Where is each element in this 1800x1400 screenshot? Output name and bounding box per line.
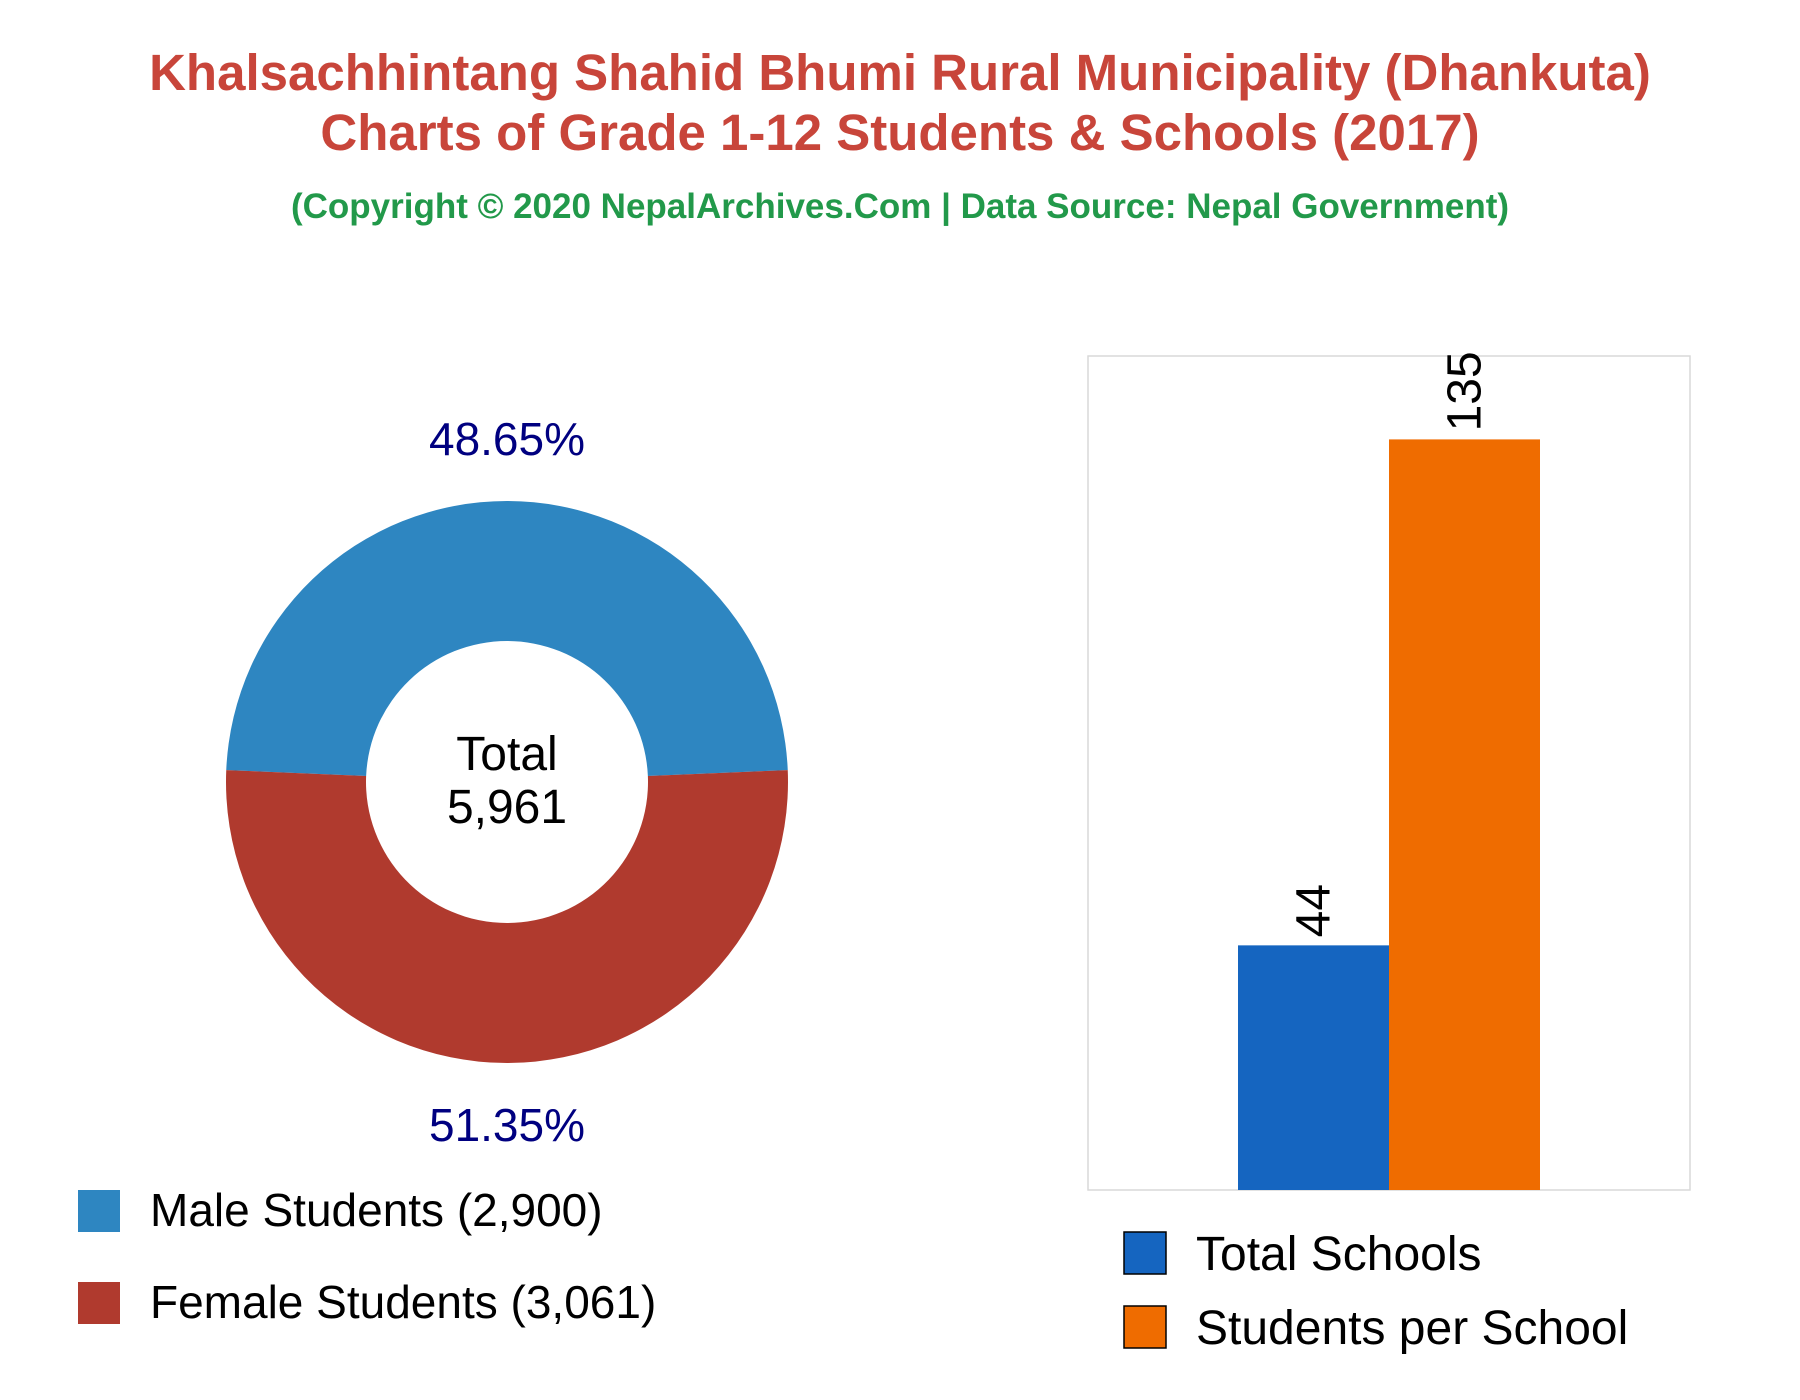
donut-legend: [78, 1184, 656, 1328]
donut-center-label: Total: [456, 728, 558, 781]
legend-label-schools: Total Schools: [1196, 1228, 1482, 1281]
bar-students-per-school: [1389, 439, 1540, 1190]
legend-swatch-students-per-school: [1124, 1306, 1166, 1348]
legend-label-male: Male Students (2,900): [150, 1184, 603, 1236]
legend-swatch-schools: [1124, 1232, 1166, 1274]
bar-label-students-per-school: 135: [1438, 351, 1492, 432]
title-line-2: Charts of Grade 1-12 Students & Schools (2017): [320, 104, 1480, 161]
legend-swatch-female: [78, 1282, 120, 1324]
bar-total-schools: [1238, 945, 1389, 1190]
donut-center-value: 5,961: [446, 781, 568, 834]
legend-swatch-male: [78, 1190, 120, 1232]
pct-label-male: 48.65%: [428, 413, 586, 465]
title-line-1: Khalsachhintang Shahid Bhumi Rural Municipality (Dhankuta): [149, 44, 1651, 101]
bar-label-total-schools: 44: [1287, 883, 1341, 938]
pct-label-female: 51.35%: [428, 1099, 586, 1151]
copyright-line: (Copyright © 2020 NepalArchives.Com | Data Source: Nepal Government): [290, 187, 1510, 226]
legend-label-female: Female Students (3,061): [150, 1276, 657, 1328]
donut-chart: [226, 413, 788, 1151]
bar-legend: [1124, 1228, 1628, 1355]
legend-label-students-per-school: Students per School: [1196, 1302, 1629, 1355]
